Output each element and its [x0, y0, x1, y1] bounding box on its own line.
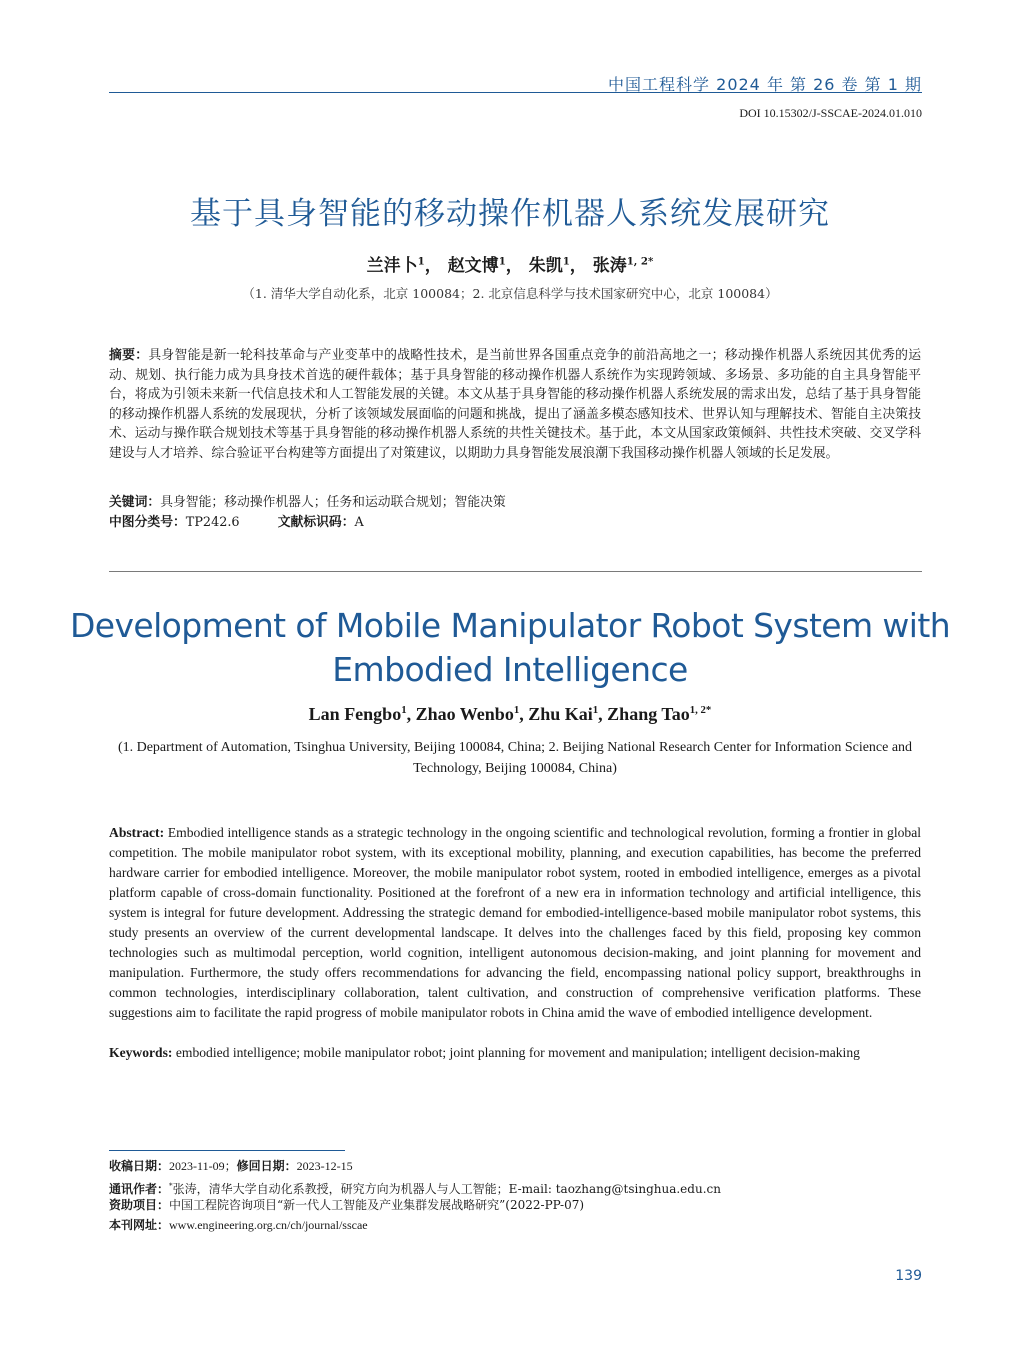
funding-label: 资助项目： — [109, 1198, 170, 1212]
received-date: 2023-11-09； — [169, 1159, 237, 1173]
footnote-rule — [109, 1150, 345, 1151]
chinese-abstract-label: 摘要： — [109, 348, 149, 363]
chinese-keywords — [109, 493, 921, 513]
page-number: 139 — [895, 1268, 922, 1284]
header-rule — [109, 92, 922, 93]
corresponding-text: 张涛，清华大学自动化系教授，研究方向为机器人与人工智能；E-mail: taozhang@tsinghua.edu.cn — [172, 1182, 721, 1196]
author-separator: ， — [424, 256, 442, 276]
corresponding-label: 通讯作者： — [109, 1182, 170, 1196]
author-name: Zhao Wenbo — [415, 704, 514, 724]
author-separator: ， — [569, 256, 587, 276]
author-name: Zhu Kai — [528, 704, 593, 724]
author-name: 张涛 — [592, 256, 627, 276]
chinese-affiliation: （1. 清华大学自动化系，北京 100084；2. 北京信息科学与技术国家研究中心，北京 100084） — [242, 286, 778, 301]
class-value: TP242.6 — [185, 515, 240, 530]
corresponding-mark: * — [169, 1181, 173, 1190]
english-title: Development of Mobile Manipulator Robot System with Embodied Intelligence — [69, 606, 951, 689]
author-separator: , — [519, 704, 529, 724]
url-label: 本刊网址： — [109, 1218, 170, 1232]
class-label: 中图分类号： — [109, 515, 186, 530]
revised-date: 2023-12-15 — [296, 1159, 353, 1173]
author-affil-mark: 1 — [417, 255, 425, 268]
author-affil-mark: 1 — [401, 704, 407, 716]
doi[interactable]: DOI 10.15302/J-SSCAE-2024.01.010 — [739, 106, 922, 120]
journal-header: 中国工程科学 2024 年 第 26 卷 第 1 期 — [608, 75, 922, 94]
chinese-abstract-text: 具身智能是新一轮科技革命与产业变革中的战略性技术，是当前世界各国重点竞争的前沿高地之一；移动操作机器人系统因其优秀的运动、规划、执行能力成为具身技术首选的硬件载体；基于具身智能的移动操作机器人系统作为实现跨领域、多场景、多功能的自主具身智能平台，将成为引领未来新一代信息技术和人工智能发展的关键。本文从基于具身智能的移动操作机器人系统发展的需求出发，总结了基于具身智能的移动操作机器人系统的发展现状，分析了该领域发展面临的问题和挑战，提出了涵盖多模态感知技术、世界认知与理解技术、智能自主决策技术、运动与操作联合规划技术等基于具身智能的移动操作机器人系统的共性关键技术。基于此，本文从国家政策倾斜、共性技术突破、交叉学科建设与人才培养、综合验证平台构建等方面提出了对策建议，以期助力具身智能发展浪潮下我国移动操作机器人领域的长足发展。 — [109, 348, 922, 461]
chinese-authors — [0, 251, 1020, 276]
classification-line — [109, 513, 921, 533]
chinese-title: 基于具身智能的移动操作机器人系统发展研究 — [190, 196, 830, 232]
english-abstract-label: Abstract: — [109, 825, 165, 840]
section-divider — [109, 571, 922, 572]
english-keywords-text: embodied intelligence; mobile manipulator robot; joint planning for movement and manipulation; intelligent decision-making — [175, 1045, 860, 1060]
chinese-abstract — [109, 346, 921, 464]
revised-label: 修回日期： — [236, 1159, 297, 1173]
english-abstract — [109, 823, 921, 1023]
journal-url-link[interactable]: www.engineering.org.cn/ch/journal/sscae — [169, 1218, 368, 1232]
footnote-dates — [109, 1157, 921, 1175]
author-affil-mark: 1, 2* — [689, 704, 712, 716]
author-name: 朱凯 — [528, 256, 563, 276]
author-name: 赵文博 — [447, 256, 499, 276]
funding-text: 中国工程院咨询项目“新一代人工智能及产业集群发展战略研究”(2022-PP-07) — [169, 1198, 585, 1212]
received-label: 收稿日期： — [109, 1159, 170, 1173]
author-name: 兰沣卜 — [366, 256, 418, 276]
footnote-corresponding — [109, 1177, 921, 1198]
author-name: Lan Fengbo — [308, 704, 402, 724]
english-abstract-text: Embodied intelligence stands as a strategic technology in the ongoing scientific and technological revolution, forming a frontier in global competition. The mobile manipulator robot system, with its exceptional mobility, planning, and execution capabilities, has become the preferred hardware carrier for embodied intelligence. Moreover, the mobile manipulator robot system, rooted in embodied intelligence, emerges as a pivotal platform capable of cross-domain functionality. Positioned at the forefront of a new era in information technology and artificial intelligence, this system is integral for future development. Addressing the strategic demand for embodied-intelligence-based mobile manipulator robot systems, this study presents an overview of the current developmental landscape. It delves into the challenges faced by this field, proposing key common technologies such as multimodal perception, world cognition, intelligent autonomous decision-making, and joint planning for movement and manipulation. Furthermore, the study offers recommendations for advancing the field, encompassing national policy support, breakthroughs in common technologies, interdisciplinary collaboration, talent cultivation, and construction of comprehensive verification platforms. These suggestions aim to facilitate the rapid progress of mobile manipulator robots in China amid the wave of embodied intelligence development. — [109, 825, 922, 1020]
author-affil-mark: 1 — [562, 255, 570, 268]
doc-code-label: 文献标识码： — [277, 515, 355, 530]
author-separator: , — [598, 704, 608, 724]
footnote-funding — [109, 1196, 921, 1214]
english-keywords — [109, 1043, 921, 1063]
author-separator: , — [406, 704, 416, 724]
english-authors — [0, 704, 1020, 725]
author-affil-mark: 1, 2* — [626, 255, 654, 268]
english-affiliation: (1. Department of Automation, Tsinghua University, Beijing 100084, China; 2. Beijing National Research Center for Information Science and Technology, Beijing 100084, China) — [117, 740, 913, 776]
author-affil-mark: 1 — [498, 255, 506, 268]
doc-code-value: A — [354, 515, 364, 530]
english-keywords-label: Keywords: — [109, 1045, 173, 1060]
author-affil-mark: 1 — [513, 704, 520, 716]
footnote-url — [109, 1216, 921, 1234]
author-affil-mark: 1 — [592, 704, 599, 716]
author-separator: ， — [505, 256, 523, 276]
chinese-keywords-label: 关键词： — [109, 495, 161, 510]
author-name: Zhang Tao — [607, 704, 690, 724]
chinese-keywords-text: 具身智能；移动操作机器人；任务和运动联合规划；智能决策 — [160, 495, 506, 510]
